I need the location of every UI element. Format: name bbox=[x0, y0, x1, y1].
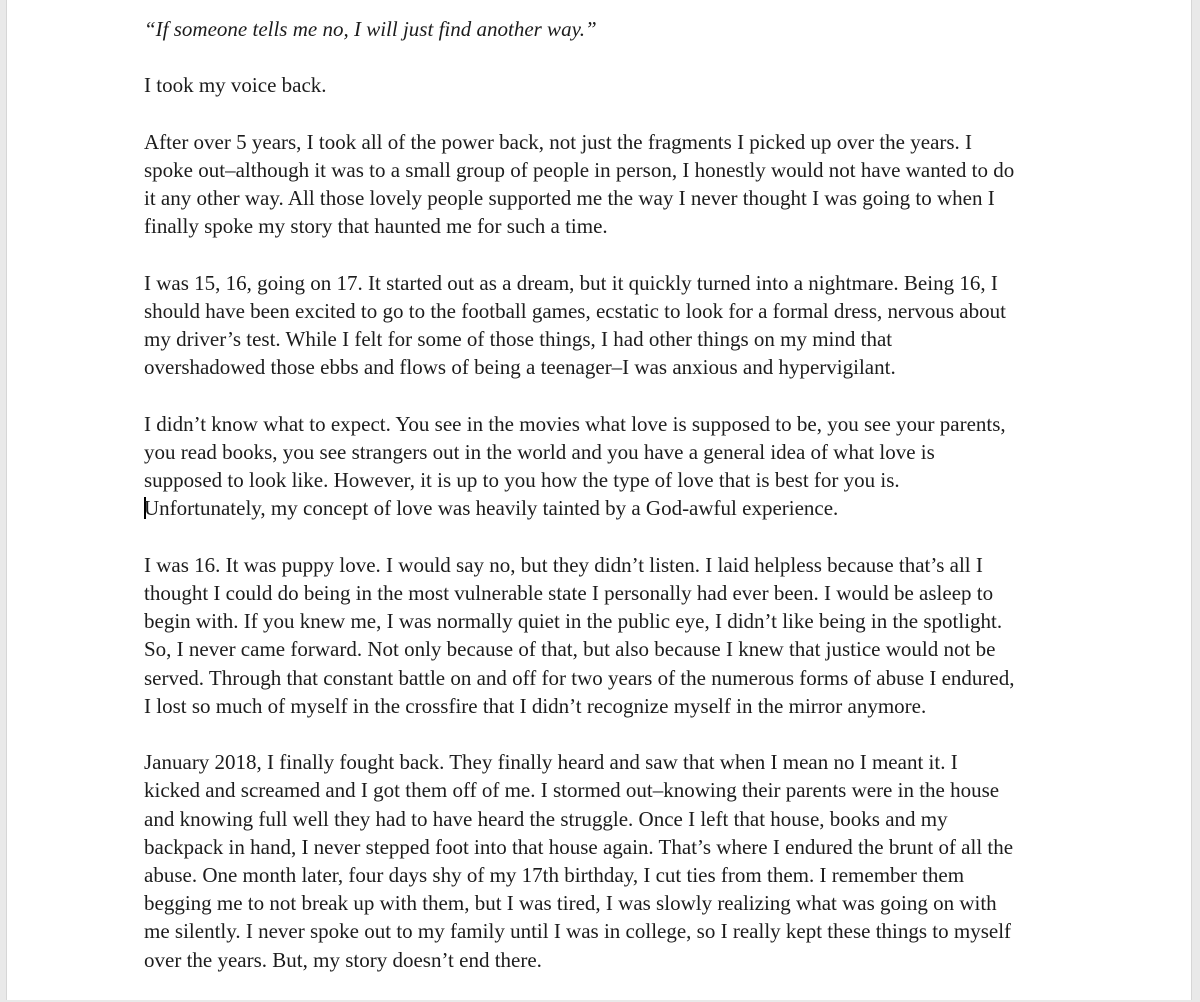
text-line: spoke out–although it was to a small group of people in person, I honestly would not have wanted to do bbox=[144, 157, 1015, 182]
text-line: January 2018, I finally fought back. They finally heard and saw that when I mean no I meant it. I bbox=[144, 750, 958, 775]
text-line: over the years. But, my story doesn’t end there. bbox=[144, 947, 542, 972]
text-line: you read books, you see strangers out in the world and you have a general idea of what love is bbox=[144, 439, 935, 464]
text-line: So, I never came forward. Not only because of that, but also because I knew that justice would not be bbox=[144, 637, 996, 662]
text-line: my driver’s test. While I felt for some of those things, I had other things on my mind that bbox=[144, 327, 893, 352]
document-page bbox=[6, 0, 1192, 1000]
text-line: I took my voice back. bbox=[144, 73, 327, 98]
text-line: I was 16. It was puppy love. I would say no, but they didn’t listen. I laid helpless because that’s all I bbox=[144, 552, 983, 577]
text-line: served. Through that constant battle on and off for two years of the numerous forms of abuse I endured, bbox=[144, 665, 1015, 690]
paragraph-4 bbox=[144, 410, 1044, 523]
paragraph-3 bbox=[144, 269, 1044, 382]
text-line: thought I could do being in the most vulnerable state I personally had ever been. I would be asleep to bbox=[144, 580, 994, 605]
text-line: begging me to not break up with them, but I was tired, I was slowly realizing what was going on with bbox=[144, 891, 997, 916]
text-line: Unfortunately, my concept of love was heavily tainted by a God-awful experience. bbox=[144, 496, 839, 521]
text-line: it any other way. All those lovely people supported me the way I never thought I was going to when I bbox=[144, 186, 995, 211]
text-line: backpack in hand, I never stepped foot into that house again. That’s where I endured the brunt of all the bbox=[144, 834, 1014, 859]
text-line: I was 15, 16, going on 17. It started out as a dream, but it quickly turned into a nightmare. Being 16, I bbox=[144, 270, 998, 295]
document-body[interactable] bbox=[144, 15, 1044, 1002]
caret-line bbox=[144, 494, 1044, 522]
text-line: finally spoke my story that haunted me for such a time. bbox=[144, 214, 608, 239]
text-line: After over 5 years, I took all of the power back, not just the fragments I picked up over the years. I bbox=[144, 129, 973, 154]
paragraph-6 bbox=[144, 748, 1044, 974]
text-line: abuse. One month later, four days shy of my 17th birthday, I cut ties from them. I remember them bbox=[144, 863, 965, 887]
text-line: overshadowed those ebbs and flows of being a teenager–I was anxious and hypervigilant. bbox=[144, 355, 896, 380]
text-line: I didn’t know what to expect. You see in the movies what love is supposed to be, you see your parents, bbox=[144, 411, 1006, 436]
opening-quote bbox=[144, 15, 1044, 43]
text-line: begin with. If you knew me, I was normally quiet in the public eye, I didn’t like being in the spotlight. bbox=[144, 609, 1003, 634]
quote-line: “If someone tells me no, I will just find another way.” bbox=[144, 17, 597, 41]
text-line: supposed to look like. However, it is up to you how the type of love that is best for you is. bbox=[144, 468, 900, 493]
text-line: me silently. I never spoke out to my family until I was in college, so I really kept these things to myself bbox=[144, 919, 1012, 944]
paragraph-5 bbox=[144, 551, 1044, 720]
paragraph-2 bbox=[144, 128, 1044, 241]
paragraph-1 bbox=[144, 71, 1044, 99]
text-line: and knowing full well they had to have heard the struggle. Once I left that house, books and my bbox=[144, 806, 948, 831]
text-line: I lost so much of myself in the crossfire that I didn’t recognize myself in the mirror anymore. bbox=[144, 693, 927, 718]
text-line: should have been excited to go to the football games, ecstatic to look for a formal dress, nervous about bbox=[144, 298, 1006, 323]
text-line: kicked and screamed and I got them off of me. I stormed out–knowing their parents were in the house bbox=[144, 778, 1000, 803]
